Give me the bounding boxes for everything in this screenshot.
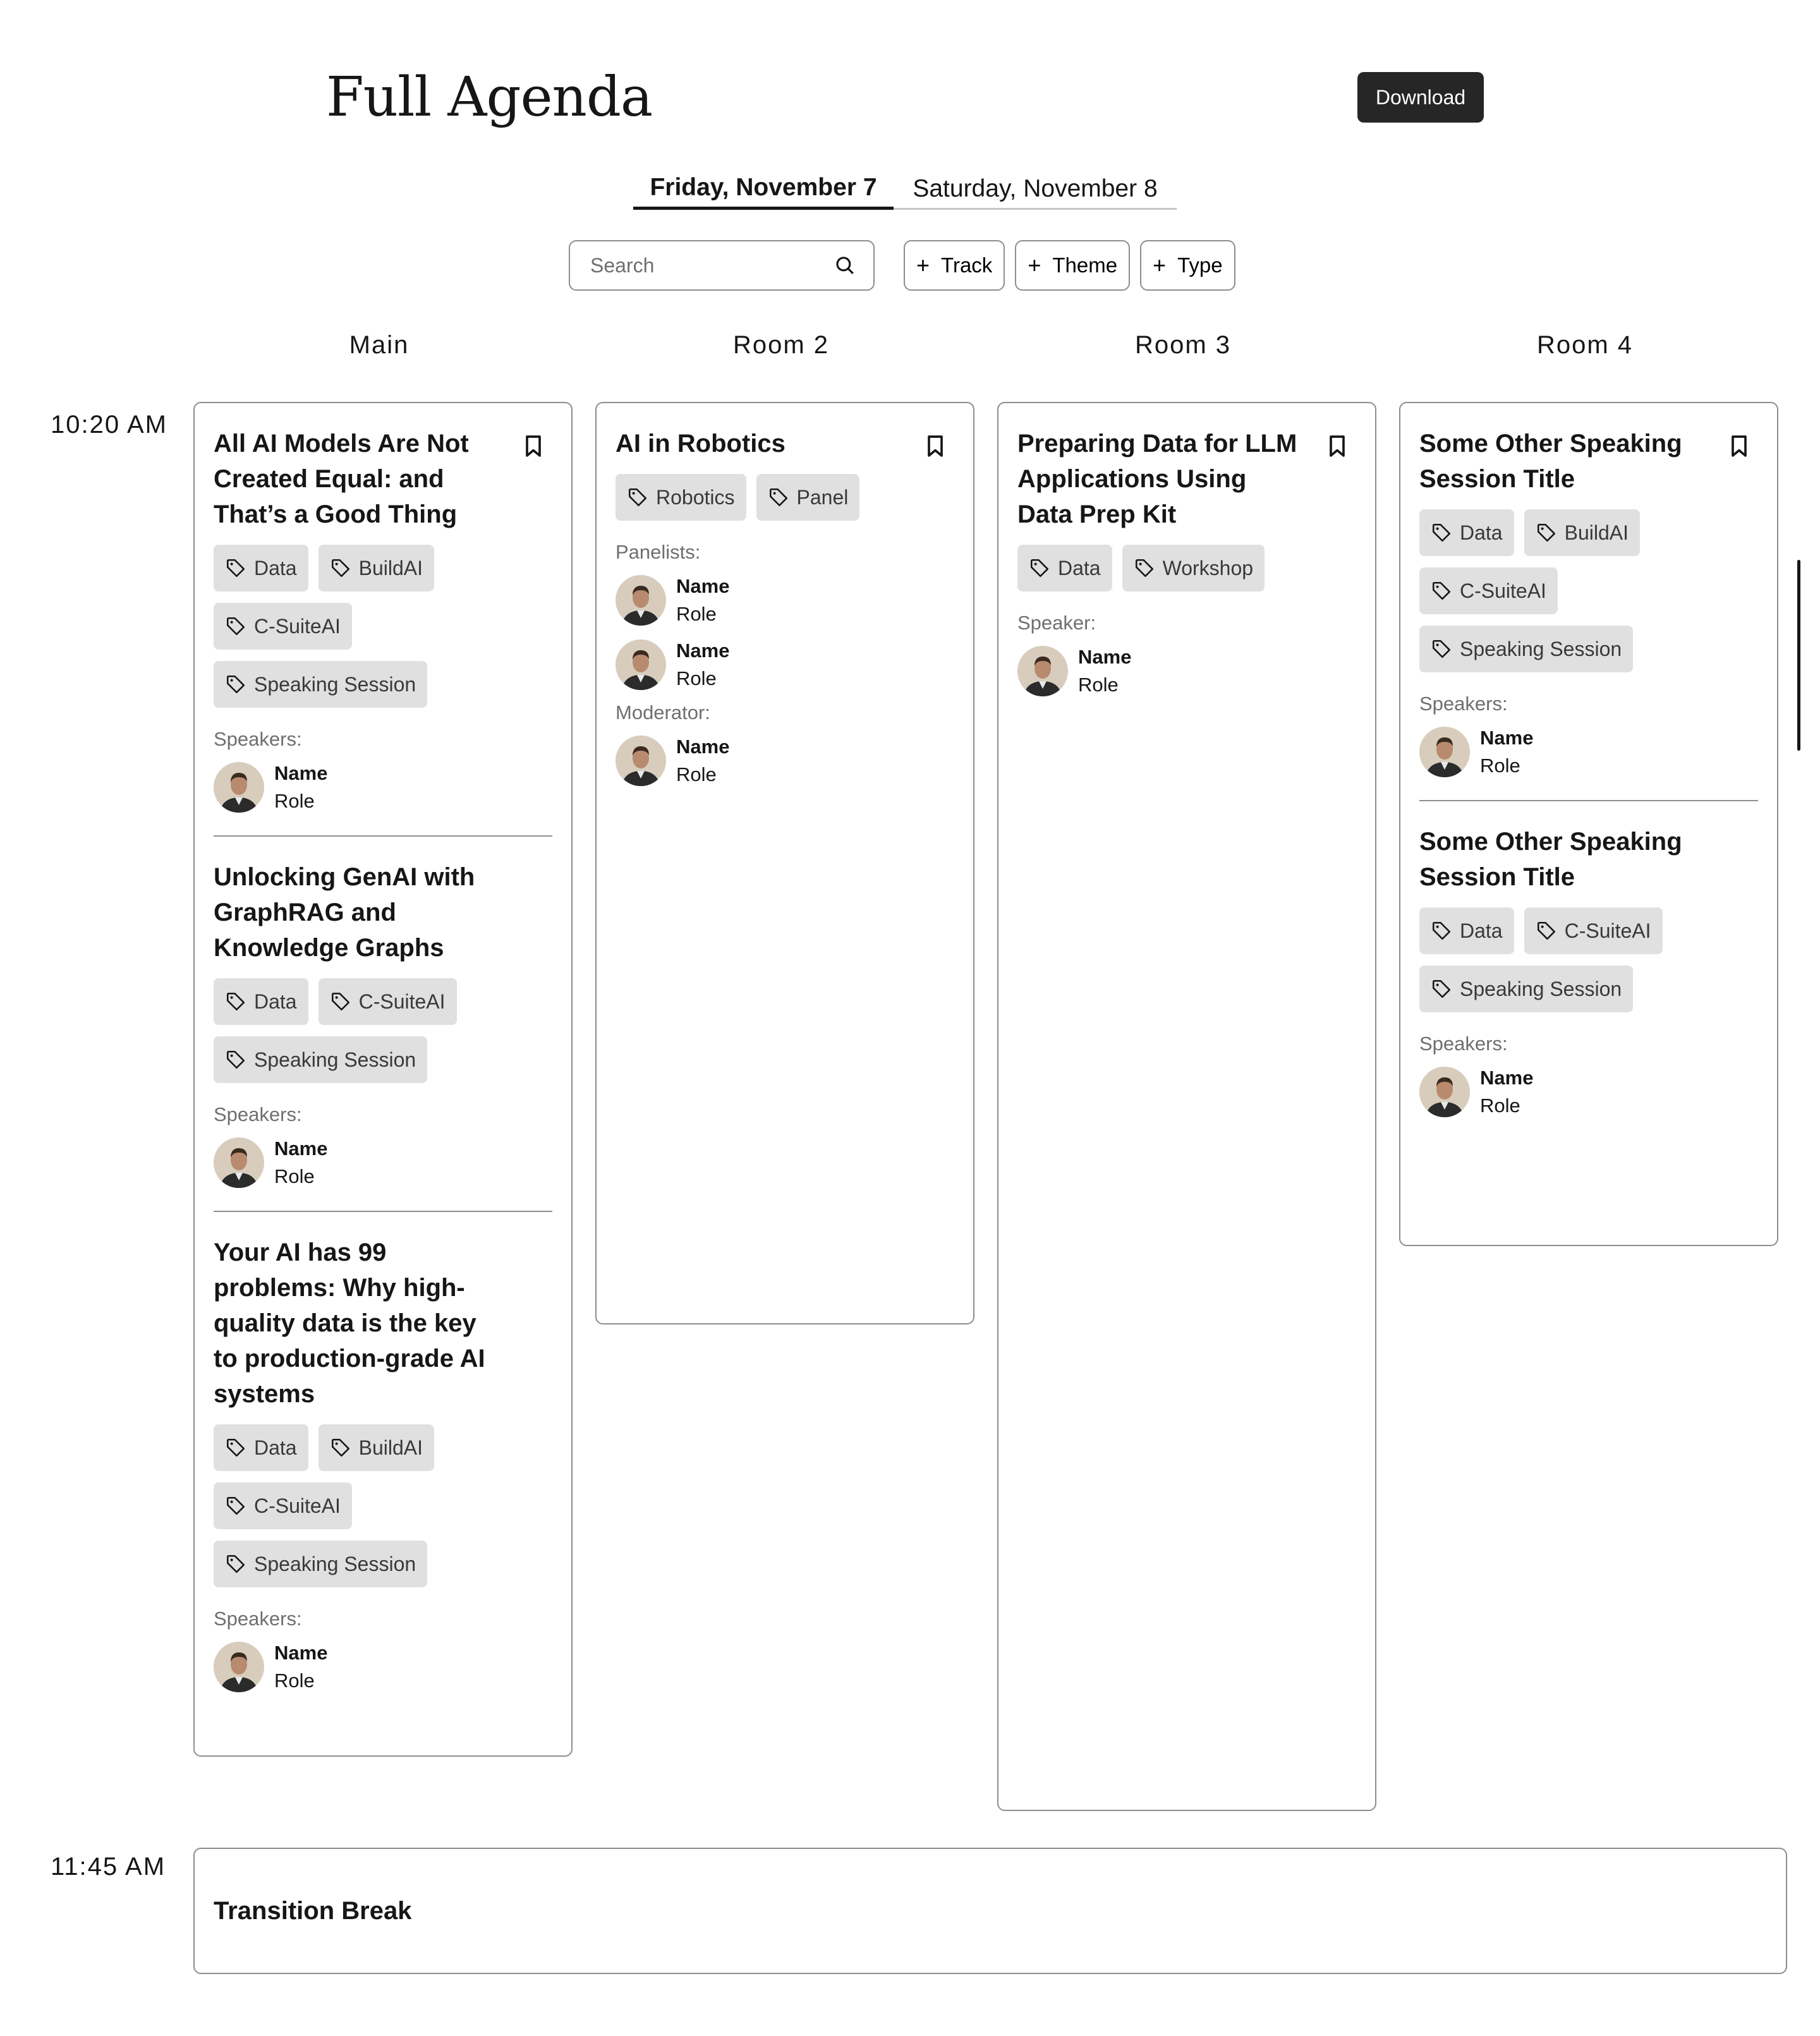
- column-room-2: [595, 402, 974, 1324]
- tag-label: Speaking Session: [254, 1048, 416, 1071]
- session-card[interactable]: [214, 403, 552, 835]
- tag-chip[interactable]: [1419, 907, 1514, 954]
- person-info: [1480, 1064, 1533, 1120]
- people-group-label: Speakers:: [1419, 1033, 1508, 1055]
- tag-icon: [1431, 978, 1460, 1000]
- search-input[interactable]: [590, 254, 818, 277]
- track-filter-label: Track: [941, 253, 993, 277]
- tag-label: Speaking Session: [254, 672, 416, 696]
- tag-chip[interactable]: [1419, 509, 1514, 556]
- room-header-room-2: Room 2: [732, 331, 830, 359]
- tag-label: BuildAI: [358, 1436, 423, 1459]
- person-role: Role: [1480, 754, 1520, 777]
- person-name: Name: [274, 1137, 328, 1160]
- session-card[interactable]: [214, 1211, 552, 1715]
- scrollbar[interactable]: [1797, 560, 1800, 751]
- tag-chip[interactable]: [1122, 545, 1265, 591]
- time-label: 11:45 AM: [51, 1853, 166, 1881]
- avatar: [616, 575, 666, 626]
- tag-chip[interactable]: [1419, 626, 1633, 672]
- tag-label: Data: [1460, 919, 1503, 942]
- tag-chip[interactable]: [756, 474, 860, 521]
- bookmark-icon[interactable]: [923, 433, 948, 459]
- column-main: [193, 402, 573, 1757]
- session-title: Preparing Data for LLM Applications Using Data Prep Kit: [1017, 430, 1297, 528]
- person-role: Role: [1078, 674, 1119, 696]
- tag-chip[interactable]: [318, 545, 434, 591]
- person-name: Name: [274, 1642, 328, 1664]
- room-header-room-3: Room 3: [1134, 331, 1232, 359]
- person-info: [1480, 724, 1533, 780]
- person-role: Role: [1480, 1094, 1520, 1117]
- avatar: [214, 762, 264, 813]
- time-label: 10:20 AM: [51, 411, 168, 439]
- session-card[interactable]: [214, 835, 552, 1211]
- person-name: Name: [1480, 727, 1534, 749]
- tag-label: C-SuiteAI: [1460, 579, 1546, 602]
- tag-chip[interactable]: [214, 661, 427, 708]
- tag-chip[interactable]: [214, 1482, 352, 1529]
- page-title: Full Agenda: [326, 66, 653, 129]
- tag-label: C-SuiteAI: [254, 614, 341, 638]
- tag-label: Robotics: [656, 485, 735, 509]
- tag-icon: [330, 557, 359, 579]
- tag-label: Panel: [796, 485, 849, 509]
- tag-label: Data: [254, 556, 297, 579]
- tag-icon: [1536, 522, 1565, 543]
- column-room-4: [1399, 402, 1778, 1246]
- session-title: All AI Models Are Not Created Equal: and That’s a Good Thing: [214, 430, 469, 528]
- person-role: Role: [676, 763, 717, 785]
- avatar: [1419, 727, 1470, 777]
- person[interactable]: [616, 733, 954, 789]
- tag-label: Data: [254, 990, 297, 1013]
- tag-chip[interactable]: [214, 603, 352, 650]
- person-role: Role: [274, 790, 315, 812]
- person[interactable]: [1419, 724, 1758, 780]
- tag-label: BuildAI: [1564, 521, 1629, 544]
- tag-icon: [225, 615, 254, 637]
- tag-label: Data: [254, 1436, 297, 1459]
- tag-icon: [1134, 557, 1163, 579]
- tag-chip[interactable]: [318, 978, 457, 1025]
- search-icon[interactable]: [834, 255, 856, 276]
- tab-saturday[interactable]: Saturday, November 8: [913, 175, 1158, 202]
- tag-chip[interactable]: [214, 1541, 427, 1587]
- tag-chip[interactable]: [318, 1424, 434, 1471]
- session-card[interactable]: [1419, 403, 1758, 800]
- tag-icon: [627, 487, 656, 508]
- people-group-label: Moderator:: [616, 701, 710, 724]
- break-title: Transition Break: [214, 1896, 412, 1925]
- avatar: [1017, 646, 1068, 696]
- person-name: Name: [676, 639, 730, 662]
- tag-icon: [225, 1437, 254, 1458]
- session-title: Your AI has 99 problems: Why high-quality data is the key to production-grade AI systems: [214, 1239, 485, 1408]
- tag-label: C-SuiteAI: [254, 1494, 341, 1517]
- tag-icon: [330, 991, 359, 1012]
- tag-label: Speaking Session: [254, 1552, 416, 1575]
- tag-icon: [1431, 638, 1460, 660]
- tag-list: [1419, 907, 1758, 1024]
- theme-filter-button[interactable]: [1015, 240, 1130, 291]
- room-header-room-4: Room 4: [1536, 331, 1634, 359]
- person[interactable]: [616, 637, 954, 693]
- avatar: [214, 1642, 264, 1692]
- person-name: Name: [274, 762, 328, 784]
- search-box: [569, 240, 875, 291]
- person-info: [676, 733, 729, 789]
- tag-chip[interactable]: [214, 545, 308, 591]
- people-group-label: Speaker:: [1017, 612, 1096, 634]
- plus-icon: +: [1153, 252, 1167, 278]
- tag-label: C-SuiteAI: [358, 990, 446, 1013]
- tag-label: BuildAI: [358, 556, 423, 579]
- track-filter-button[interactable]: [904, 240, 1005, 291]
- room-header-main: Main: [349, 331, 410, 359]
- people-group-label: Panelists:: [616, 541, 701, 563]
- people-group-label: Speakers:: [214, 1608, 302, 1630]
- person-role: Role: [676, 603, 717, 625]
- session-title: Some Other Speaking Session Title: [1419, 430, 1682, 493]
- tag-chip[interactable]: [1419, 567, 1558, 614]
- type-filter-button[interactable]: [1140, 240, 1235, 291]
- person[interactable]: [214, 1639, 552, 1695]
- tag-icon: [225, 1049, 254, 1070]
- tag-label: Data: [1058, 556, 1101, 579]
- avatar: [1419, 1067, 1470, 1117]
- tag-chip[interactable]: [214, 1424, 308, 1471]
- tag-list: [1419, 509, 1758, 684]
- avatar: [616, 639, 666, 690]
- tag-chip[interactable]: [214, 978, 308, 1025]
- person-info: [274, 760, 327, 815]
- theme-filter-label: Theme: [1052, 253, 1118, 277]
- avatar: [214, 1137, 264, 1188]
- transition-break-card[interactable]: [193, 1848, 1787, 1974]
- tag-list: [214, 1424, 552, 1599]
- person[interactable]: [214, 760, 552, 815]
- tag-chip[interactable]: [1524, 907, 1663, 954]
- person-info: [274, 1639, 327, 1695]
- tag-icon: [768, 487, 797, 508]
- tag-icon: [1431, 580, 1460, 602]
- tag-list: [616, 474, 954, 532]
- person[interactable]: [214, 1135, 552, 1191]
- tag-chip[interactable]: [1524, 509, 1640, 556]
- bookmark-icon[interactable]: [1325, 433, 1350, 459]
- person-info: [1078, 643, 1131, 699]
- person-info: [676, 637, 729, 693]
- tab-friday[interactable]: Friday, November 7: [633, 168, 894, 210]
- person-role: Role: [676, 667, 717, 689]
- tag-list: [1017, 545, 1356, 603]
- tag-icon: [225, 1495, 254, 1517]
- person-info: [676, 573, 729, 628]
- person[interactable]: [1017, 643, 1356, 699]
- person-info: [274, 1135, 327, 1191]
- tag-label: C-SuiteAI: [1564, 919, 1651, 942]
- tag-chip[interactable]: [1419, 966, 1633, 1012]
- person[interactable]: [616, 573, 954, 628]
- tag-icon: [1431, 920, 1460, 942]
- person-name: Name: [676, 736, 730, 758]
- person-role: Role: [274, 1669, 315, 1692]
- tag-icon: [225, 1553, 254, 1575]
- tag-label: Speaking Session: [1460, 637, 1622, 660]
- person[interactable]: [1419, 1064, 1758, 1120]
- session-title: Some Other Speaking Session Title: [1419, 828, 1682, 891]
- bookmark-icon[interactable]: [521, 433, 546, 459]
- session-title: Unlocking GenAI with GraphRAG and Knowledge Graphs: [214, 863, 475, 962]
- column-room-3: [997, 402, 1376, 1811]
- session-title: AI in Robotics: [616, 430, 786, 457]
- day-tabs: [633, 168, 1177, 210]
- people-group-label: Speakers:: [1419, 693, 1508, 715]
- tag-icon: [1029, 557, 1058, 579]
- tag-icon: [330, 1437, 359, 1458]
- tag-list: [214, 978, 552, 1094]
- bookmark-icon[interactable]: [1726, 433, 1752, 459]
- tag-icon: [225, 674, 254, 695]
- tag-chip[interactable]: [616, 474, 746, 521]
- tag-icon: [225, 557, 254, 579]
- person-role: Role: [274, 1165, 315, 1187]
- session-card[interactable]: [1017, 403, 1356, 719]
- type-filter-label: Type: [1177, 253, 1223, 277]
- avatar: [616, 736, 666, 786]
- people-group-label: Speakers:: [214, 728, 302, 750]
- tag-icon: [225, 991, 254, 1012]
- tag-icon: [1431, 522, 1460, 543]
- filter-bar: [569, 240, 1235, 291]
- person-name: Name: [1480, 1067, 1534, 1089]
- tag-label: Workshop: [1162, 556, 1254, 579]
- tag-icon: [1536, 920, 1565, 942]
- session-card[interactable]: [1419, 800, 1758, 1140]
- people-group-label: Speakers:: [214, 1103, 302, 1125]
- tag-list: [214, 545, 552, 719]
- person-name: Name: [1078, 646, 1132, 668]
- plus-icon: +: [1028, 252, 1041, 278]
- session-card[interactable]: [616, 403, 954, 809]
- tag-chip[interactable]: [1017, 545, 1112, 591]
- tag-label: Speaking Session: [1460, 977, 1622, 1000]
- plus-icon: +: [916, 252, 930, 278]
- download-button[interactable]: Download: [1357, 72, 1484, 123]
- tag-label: Data: [1460, 521, 1503, 544]
- tag-chip[interactable]: [214, 1036, 427, 1083]
- person-name: Name: [676, 575, 730, 597]
